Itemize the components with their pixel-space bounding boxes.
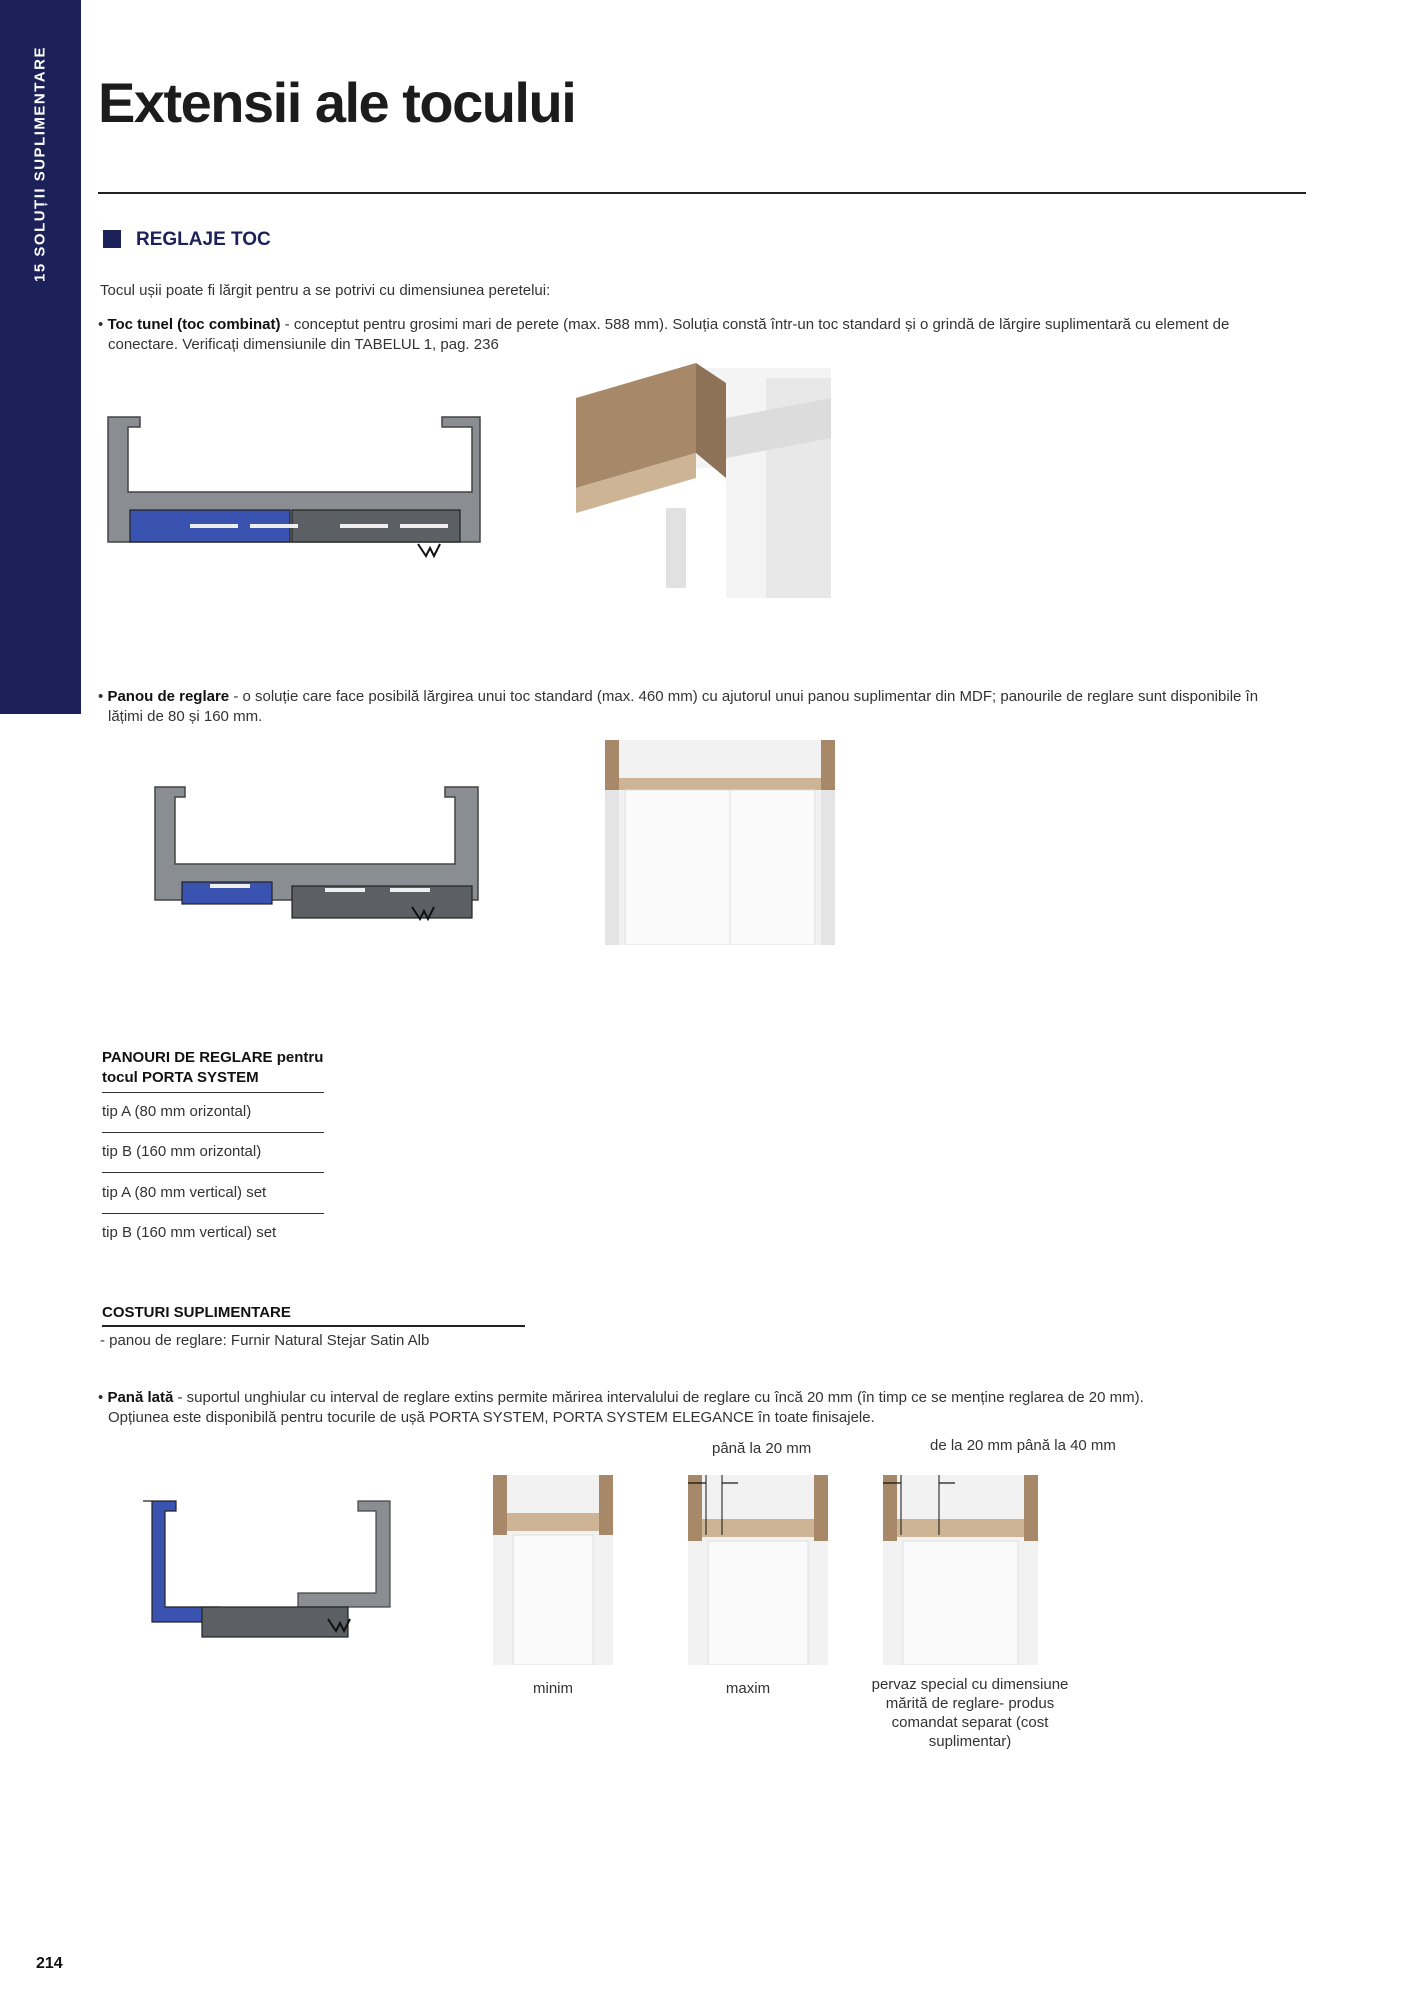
bullet: • [98,316,104,333]
item3-text [98,1388,1144,1408]
caption-minim: minim [533,1680,573,1697]
item2-line1: - o soluție care face posibilă lărgirea unui toc standard (max. 460 mm) cu ajutorul unui panou suplimentar din MDF; panourile de reglare sunt disponibile în [229,688,1259,705]
page-title: Extensii ale tocului [98,71,576,134]
item1-text [98,315,1229,335]
bullet: • [98,688,104,705]
section-marker-icon [103,230,121,248]
item1-bold: Toc tunel (toc combinat) [107,316,281,333]
wedge-max-photo [688,1475,828,1665]
costs-title: COSTURI SUPLIMENTARE [102,1304,291,1321]
wide-wedge-diagram [138,1495,398,1640]
dimension-label-special: de la 20 mm până la 40 mm [930,1437,1116,1454]
table-divider [102,1092,324,1093]
chapter-label: 15 SOLUȚII SUPLIMENTARE [31,46,49,282]
item1-line2: conectare. Verificați dimensiunile din TABELUL 1, pag. 236 [108,336,499,353]
panels-table-title: PANOURI DE REGLARE pentru tocul PORTA SYSTEM [102,1049,324,1086]
table-row: tip A (80 mm orizontal) [102,1103,252,1120]
item1-line1: - conceptut pentru grosimi mari de perete (max. 588 mm). Soluția constă într-un toc standard și o grindă de lărgire suplimentară cu element de [280,316,1230,333]
item3-line1: - suportul unghiular cu interval de reglare extins permite mărirea intervalului de reglare cu încă 20 mm (în timp ce se menține reglarea de 20 mm). [173,1389,1144,1406]
wedge-special-photo [883,1475,1038,1665]
table-divider [102,1213,324,1214]
adjustment-panel-photo [605,740,835,945]
section-title: REGLAJE TOC [136,229,271,250]
costs-line: - panou de reglare: Furnir Natural Stejar Satin Alb [100,1332,430,1349]
dimension-label-max: până la 20 mm [712,1440,812,1457]
table-row: tip B (160 mm vertical) set [102,1224,277,1241]
costs-divider [102,1325,525,1327]
item2-bold: Panou de reglare [107,688,230,705]
bullet: • [98,1389,104,1406]
table-divider [102,1132,324,1133]
table-row: tip B (160 mm orizontal) [102,1143,262,1160]
item2-text [98,687,1258,707]
chapter-sidebar [0,0,81,714]
item2-line2: lățimi de 80 și 160 mm. [108,708,263,725]
caption-special: pervaz special cu dimensiune mărită de reglare- produs comandat separat (cost suplimentar) [871,1676,1069,1750]
table-row: tip A (80 mm vertical) set [102,1184,267,1201]
item3-line2: Opțiunea este disponibilă pentru tocurile de ușă PORTA SYSTEM, PORTA SYSTEM ELEGANCE în toate finisajele. [108,1409,875,1426]
table-divider [102,1172,324,1173]
intro-text: Tocul ușii poate fi lărgit pentru a se potrivi cu dimensiunea peretelui: [100,282,551,299]
item3-bold: Pană lată [107,1389,174,1406]
wedge-min-photo [493,1475,613,1665]
tunnel-frame-diagram [100,412,485,562]
title-divider [98,192,1306,194]
page-number: 214 [36,1955,63,1972]
caption-maxim: maxim [725,1680,771,1697]
tunnel-frame-photo [566,358,836,613]
adjustment-panel-diagram [150,782,485,927]
